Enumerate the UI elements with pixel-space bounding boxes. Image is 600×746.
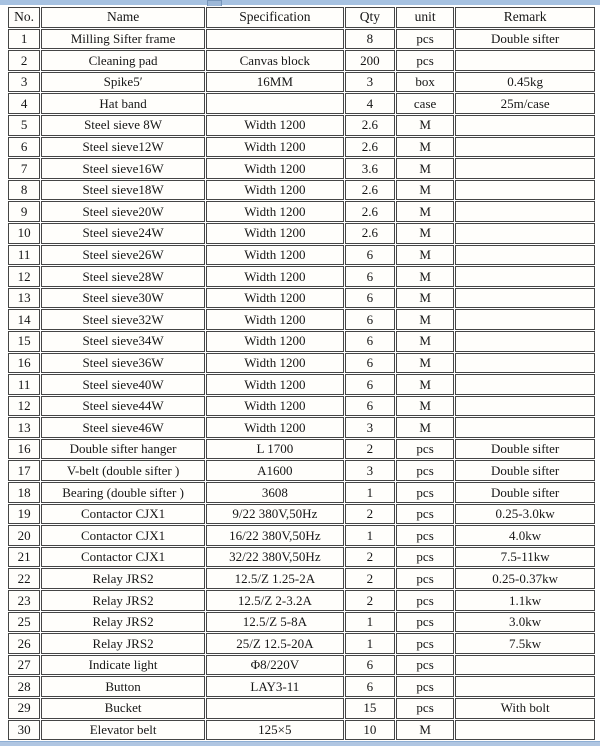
cell-name: Steel sieve12W: [41, 137, 205, 158]
table-body: [8, 29, 595, 741]
cell-qty: 3: [345, 417, 395, 438]
cell-remark: [455, 396, 595, 417]
cell-qty: 2: [345, 504, 395, 525]
cell-specification: Width 1200: [206, 396, 344, 417]
table-row: [8, 417, 595, 438]
cell-remark: [455, 676, 595, 697]
cell-unit: pcs: [396, 655, 454, 676]
cell-no: 13: [8, 417, 40, 438]
table-row: [8, 245, 595, 266]
cell-specification: Width 1200: [206, 288, 344, 309]
cell-remark: 0.25-3.0kw: [455, 504, 595, 525]
cell-no: 11: [8, 374, 40, 395]
cell-specification: 12.5/Z 2-3.2A: [206, 590, 344, 611]
cell-specification: [206, 698, 344, 719]
table-row: [8, 504, 595, 525]
cell-remark: [455, 288, 595, 309]
cell-name: Steel sieve40W: [41, 374, 205, 395]
cell-unit: pcs: [396, 568, 454, 589]
cell-specification: A1600: [206, 460, 344, 481]
cell-specification: 125×5: [206, 720, 344, 741]
cell-name: Contactor CJX1: [41, 525, 205, 546]
cell-specification: LAY3-11: [206, 676, 344, 697]
cell-name: Steel sieve18W: [41, 180, 205, 201]
cell-remark: [455, 331, 595, 352]
cell-specification: Width 1200: [206, 115, 344, 136]
cell-unit: M: [396, 158, 454, 179]
parts-table: [7, 6, 596, 741]
cell-remark: [455, 137, 595, 158]
cell-specification: Width 1200: [206, 158, 344, 179]
cell-name: Relay JRS2: [41, 568, 205, 589]
table-header: [8, 7, 595, 28]
cell-no: 19: [8, 504, 40, 525]
cell-specification: 9/22 380V,50Hz: [206, 504, 344, 525]
cell-remark: 7.5-11kw: [455, 547, 595, 568]
cell-no: 26: [8, 633, 40, 654]
table-row: [8, 137, 595, 158]
cell-no: 12: [8, 396, 40, 417]
cell-qty: 4: [345, 93, 395, 114]
cell-name: Button: [41, 676, 205, 697]
cell-remark: Double sifter: [455, 482, 595, 503]
table-row: [8, 482, 595, 503]
table-row: [8, 460, 595, 481]
table-row: [8, 29, 595, 50]
cell-unit: pcs: [396, 504, 454, 525]
cell-unit: pcs: [396, 547, 454, 568]
cell-name: Steel sieve28W: [41, 266, 205, 287]
cell-name: Indicate light: [41, 655, 205, 676]
table-row: [8, 590, 595, 611]
cell-qty: 2.6: [345, 223, 395, 244]
cell-qty: 3: [345, 72, 395, 93]
cell-remark: [455, 720, 595, 741]
table-row: [8, 353, 595, 374]
table-row: [8, 158, 595, 179]
cell-qty: 3: [345, 460, 395, 481]
cell-no: 15: [8, 331, 40, 352]
cell-no: 8: [8, 180, 40, 201]
cell-remark: [455, 353, 595, 374]
cell-unit: M: [396, 223, 454, 244]
cell-remark: [455, 180, 595, 201]
cell-name: Relay JRS2: [41, 633, 205, 654]
cell-qty: 6: [345, 331, 395, 352]
cell-unit: M: [396, 331, 454, 352]
cell-qty: 2.6: [345, 137, 395, 158]
cell-name: V-belt (double sifter ): [41, 460, 205, 481]
header-unit: unit: [396, 7, 454, 28]
cell-qty: 6: [345, 266, 395, 287]
cell-remark: [455, 309, 595, 330]
cell-no: 3: [8, 72, 40, 93]
cell-unit: pcs: [396, 633, 454, 654]
cell-remark: 4.0kw: [455, 525, 595, 546]
table-row: [8, 115, 595, 136]
cell-specification: Width 1200: [206, 309, 344, 330]
table-row: [8, 612, 595, 633]
table-row: [8, 309, 595, 330]
cell-remark: [455, 201, 595, 222]
cell-unit: M: [396, 417, 454, 438]
cell-unit: pcs: [396, 439, 454, 460]
cell-no: 7: [8, 158, 40, 179]
cell-name: Bearing (double sifter ): [41, 482, 205, 503]
cell-specification: Width 1200: [206, 180, 344, 201]
cell-no: 14: [8, 309, 40, 330]
cell-unit: pcs: [396, 460, 454, 481]
cell-specification: 25/Z 12.5-20A: [206, 633, 344, 654]
table-row: [8, 93, 595, 114]
cell-specification: Width 1200: [206, 353, 344, 374]
cell-no: 28: [8, 676, 40, 697]
cell-name: Steel sieve30W: [41, 288, 205, 309]
cell-no: 2: [8, 50, 40, 71]
cell-no: 5: [8, 115, 40, 136]
cell-remark: 3.0kw: [455, 612, 595, 633]
cell-unit: M: [396, 180, 454, 201]
cell-qty: 1: [345, 633, 395, 654]
header-no: No.: [8, 7, 40, 28]
cell-no: 21: [8, 547, 40, 568]
cell-qty: 2: [345, 439, 395, 460]
cell-qty: 6: [345, 374, 395, 395]
cell-unit: M: [396, 396, 454, 417]
cell-qty: 1: [345, 612, 395, 633]
cell-unit: pcs: [396, 676, 454, 697]
cell-no: 30: [8, 720, 40, 741]
cell-no: 18: [8, 482, 40, 503]
cell-name: Steel sieve44W: [41, 396, 205, 417]
table-row: [8, 525, 595, 546]
cell-no: 4: [8, 93, 40, 114]
cell-name: Hat band: [41, 93, 205, 114]
cell-unit: pcs: [396, 50, 454, 71]
table-row: [8, 374, 595, 395]
cell-qty: 6: [345, 396, 395, 417]
cell-remark: Double sifter: [455, 439, 595, 460]
top-scrollbar-track: [0, 0, 600, 5]
cell-name: Steel sieve32W: [41, 309, 205, 330]
table-row: [8, 266, 595, 287]
cell-unit: box: [396, 72, 454, 93]
cell-remark: 0.45kg: [455, 72, 595, 93]
cell-unit: pcs: [396, 482, 454, 503]
cell-unit: M: [396, 201, 454, 222]
cell-unit: pcs: [396, 29, 454, 50]
table-row: [8, 720, 595, 741]
cell-name: Bucket: [41, 698, 205, 719]
cell-specification: 3608: [206, 482, 344, 503]
cell-qty: 6: [345, 245, 395, 266]
cell-specification: [206, 29, 344, 50]
cell-remark: [455, 374, 595, 395]
header-remark: Remark: [455, 7, 595, 28]
cell-remark: 25m/case: [455, 93, 595, 114]
cell-qty: 6: [345, 655, 395, 676]
table-row: [8, 72, 595, 93]
cell-remark: [455, 245, 595, 266]
cell-remark: 7.5kw: [455, 633, 595, 654]
cell-name: Steel sieve16W: [41, 158, 205, 179]
cell-specification: Width 1200: [206, 374, 344, 395]
cell-remark: [455, 417, 595, 438]
cell-qty: 6: [345, 676, 395, 697]
cell-name: Spike5′: [41, 72, 205, 93]
table-row: [8, 223, 595, 244]
table-row: [8, 655, 595, 676]
table-row: [8, 331, 595, 352]
cell-specification: Width 1200: [206, 137, 344, 158]
cell-specification: 16/22 380V,50Hz: [206, 525, 344, 546]
header-specification: Specification: [206, 7, 344, 28]
table-row: [8, 439, 595, 460]
bottom-edge-strip: [0, 741, 600, 746]
cell-no: 1: [8, 29, 40, 50]
cell-no: 23: [8, 590, 40, 611]
cell-no: 29: [8, 698, 40, 719]
cell-specification: L 1700: [206, 439, 344, 460]
cell-specification: [206, 93, 344, 114]
cell-qty: 1: [345, 525, 395, 546]
cell-no: 16: [8, 439, 40, 460]
cell-name: Steel sieve26W: [41, 245, 205, 266]
table-row: [8, 288, 595, 309]
cell-specification: 32/22 380V,50Hz: [206, 547, 344, 568]
cell-qty: 3.6: [345, 158, 395, 179]
cell-unit: case: [396, 93, 454, 114]
cell-no: 16: [8, 353, 40, 374]
cell-qty: 2: [345, 590, 395, 611]
table-row: [8, 50, 595, 71]
cell-name: Elevator belt: [41, 720, 205, 741]
cell-no: 22: [8, 568, 40, 589]
cell-specification: Φ8/220V: [206, 655, 344, 676]
cell-qty: 2.6: [345, 180, 395, 201]
cell-name: Steel sieve46W: [41, 417, 205, 438]
cell-remark: [455, 266, 595, 287]
cell-qty: 15: [345, 698, 395, 719]
table-row: [8, 698, 595, 719]
cell-name: Steel sieve24W: [41, 223, 205, 244]
cell-qty: 6: [345, 353, 395, 374]
cell-specification: Width 1200: [206, 201, 344, 222]
table-row: [8, 676, 595, 697]
cell-specification: Width 1200: [206, 417, 344, 438]
cell-specification: 12.5/Z 5-8A: [206, 612, 344, 633]
header-qty: Qty: [345, 7, 395, 28]
table-row: [8, 568, 595, 589]
cell-unit: M: [396, 137, 454, 158]
cell-unit: M: [396, 266, 454, 287]
cell-specification: Width 1200: [206, 266, 344, 287]
cell-qty: 2.6: [345, 115, 395, 136]
cell-name: Double sifter hanger: [41, 439, 205, 460]
cell-qty: 10: [345, 720, 395, 741]
cell-specification: 16MM: [206, 72, 344, 93]
cell-no: 20: [8, 525, 40, 546]
table-row: [8, 180, 595, 201]
cell-remark: Double sifter: [455, 460, 595, 481]
cell-name: Contactor CJX1: [41, 504, 205, 525]
cell-unit: M: [396, 115, 454, 136]
cell-specification: 12.5/Z 1.25-2A: [206, 568, 344, 589]
cell-remark: [455, 158, 595, 179]
cell-no: 11: [8, 245, 40, 266]
cell-name: Steel sieve36W: [41, 353, 205, 374]
cell-remark: With bolt: [455, 698, 595, 719]
cell-no: 17: [8, 460, 40, 481]
cell-unit: M: [396, 245, 454, 266]
cell-qty: 6: [345, 288, 395, 309]
cell-qty: 2: [345, 568, 395, 589]
cell-specification: Width 1200: [206, 245, 344, 266]
cell-qty: 8: [345, 29, 395, 50]
cell-name: Relay JRS2: [41, 612, 205, 633]
cell-remark: [455, 655, 595, 676]
cell-name: Contactor CJX1: [41, 547, 205, 568]
cell-no: 9: [8, 201, 40, 222]
table-row: [8, 396, 595, 417]
cell-name: Relay JRS2: [41, 590, 205, 611]
cell-unit: M: [396, 353, 454, 374]
cell-remark: [455, 223, 595, 244]
cell-specification: Width 1200: [206, 223, 344, 244]
header-name: Name: [41, 7, 205, 28]
cell-unit: pcs: [396, 525, 454, 546]
table-row: [8, 633, 595, 654]
cell-no: 13: [8, 288, 40, 309]
cell-unit: M: [396, 720, 454, 741]
cell-remark: Double sifter: [455, 29, 595, 50]
cell-unit: pcs: [396, 698, 454, 719]
cell-name: Steel sieve34W: [41, 331, 205, 352]
cell-specification: Width 1200: [206, 331, 344, 352]
cell-qty: 6: [345, 309, 395, 330]
cell-name: Steel sieve 8W: [41, 115, 205, 136]
cell-unit: M: [396, 374, 454, 395]
cell-unit: pcs: [396, 590, 454, 611]
cell-name: Cleaning pad: [41, 50, 205, 71]
cell-name: Milling Sifter frame: [41, 29, 205, 50]
cell-no: 12: [8, 266, 40, 287]
cell-unit: M: [396, 309, 454, 330]
cell-qty: 2: [345, 547, 395, 568]
cell-no: 25: [8, 612, 40, 633]
cell-no: 6: [8, 137, 40, 158]
cell-name: Steel sieve20W: [41, 201, 205, 222]
cell-remark: [455, 115, 595, 136]
cell-qty: 1: [345, 482, 395, 503]
table-row: [8, 201, 595, 222]
cell-no: 27: [8, 655, 40, 676]
cell-remark: 1.1kw: [455, 590, 595, 611]
cell-qty: 200: [345, 50, 395, 71]
cell-qty: 2.6: [345, 201, 395, 222]
cell-remark: 0.25-0.37kw: [455, 568, 595, 589]
cell-no: 10: [8, 223, 40, 244]
cell-remark: [455, 50, 595, 71]
cell-specification: Canvas block: [206, 50, 344, 71]
cell-unit: M: [396, 288, 454, 309]
table-row: [8, 547, 595, 568]
header-row: [8, 7, 595, 28]
cell-unit: pcs: [396, 612, 454, 633]
